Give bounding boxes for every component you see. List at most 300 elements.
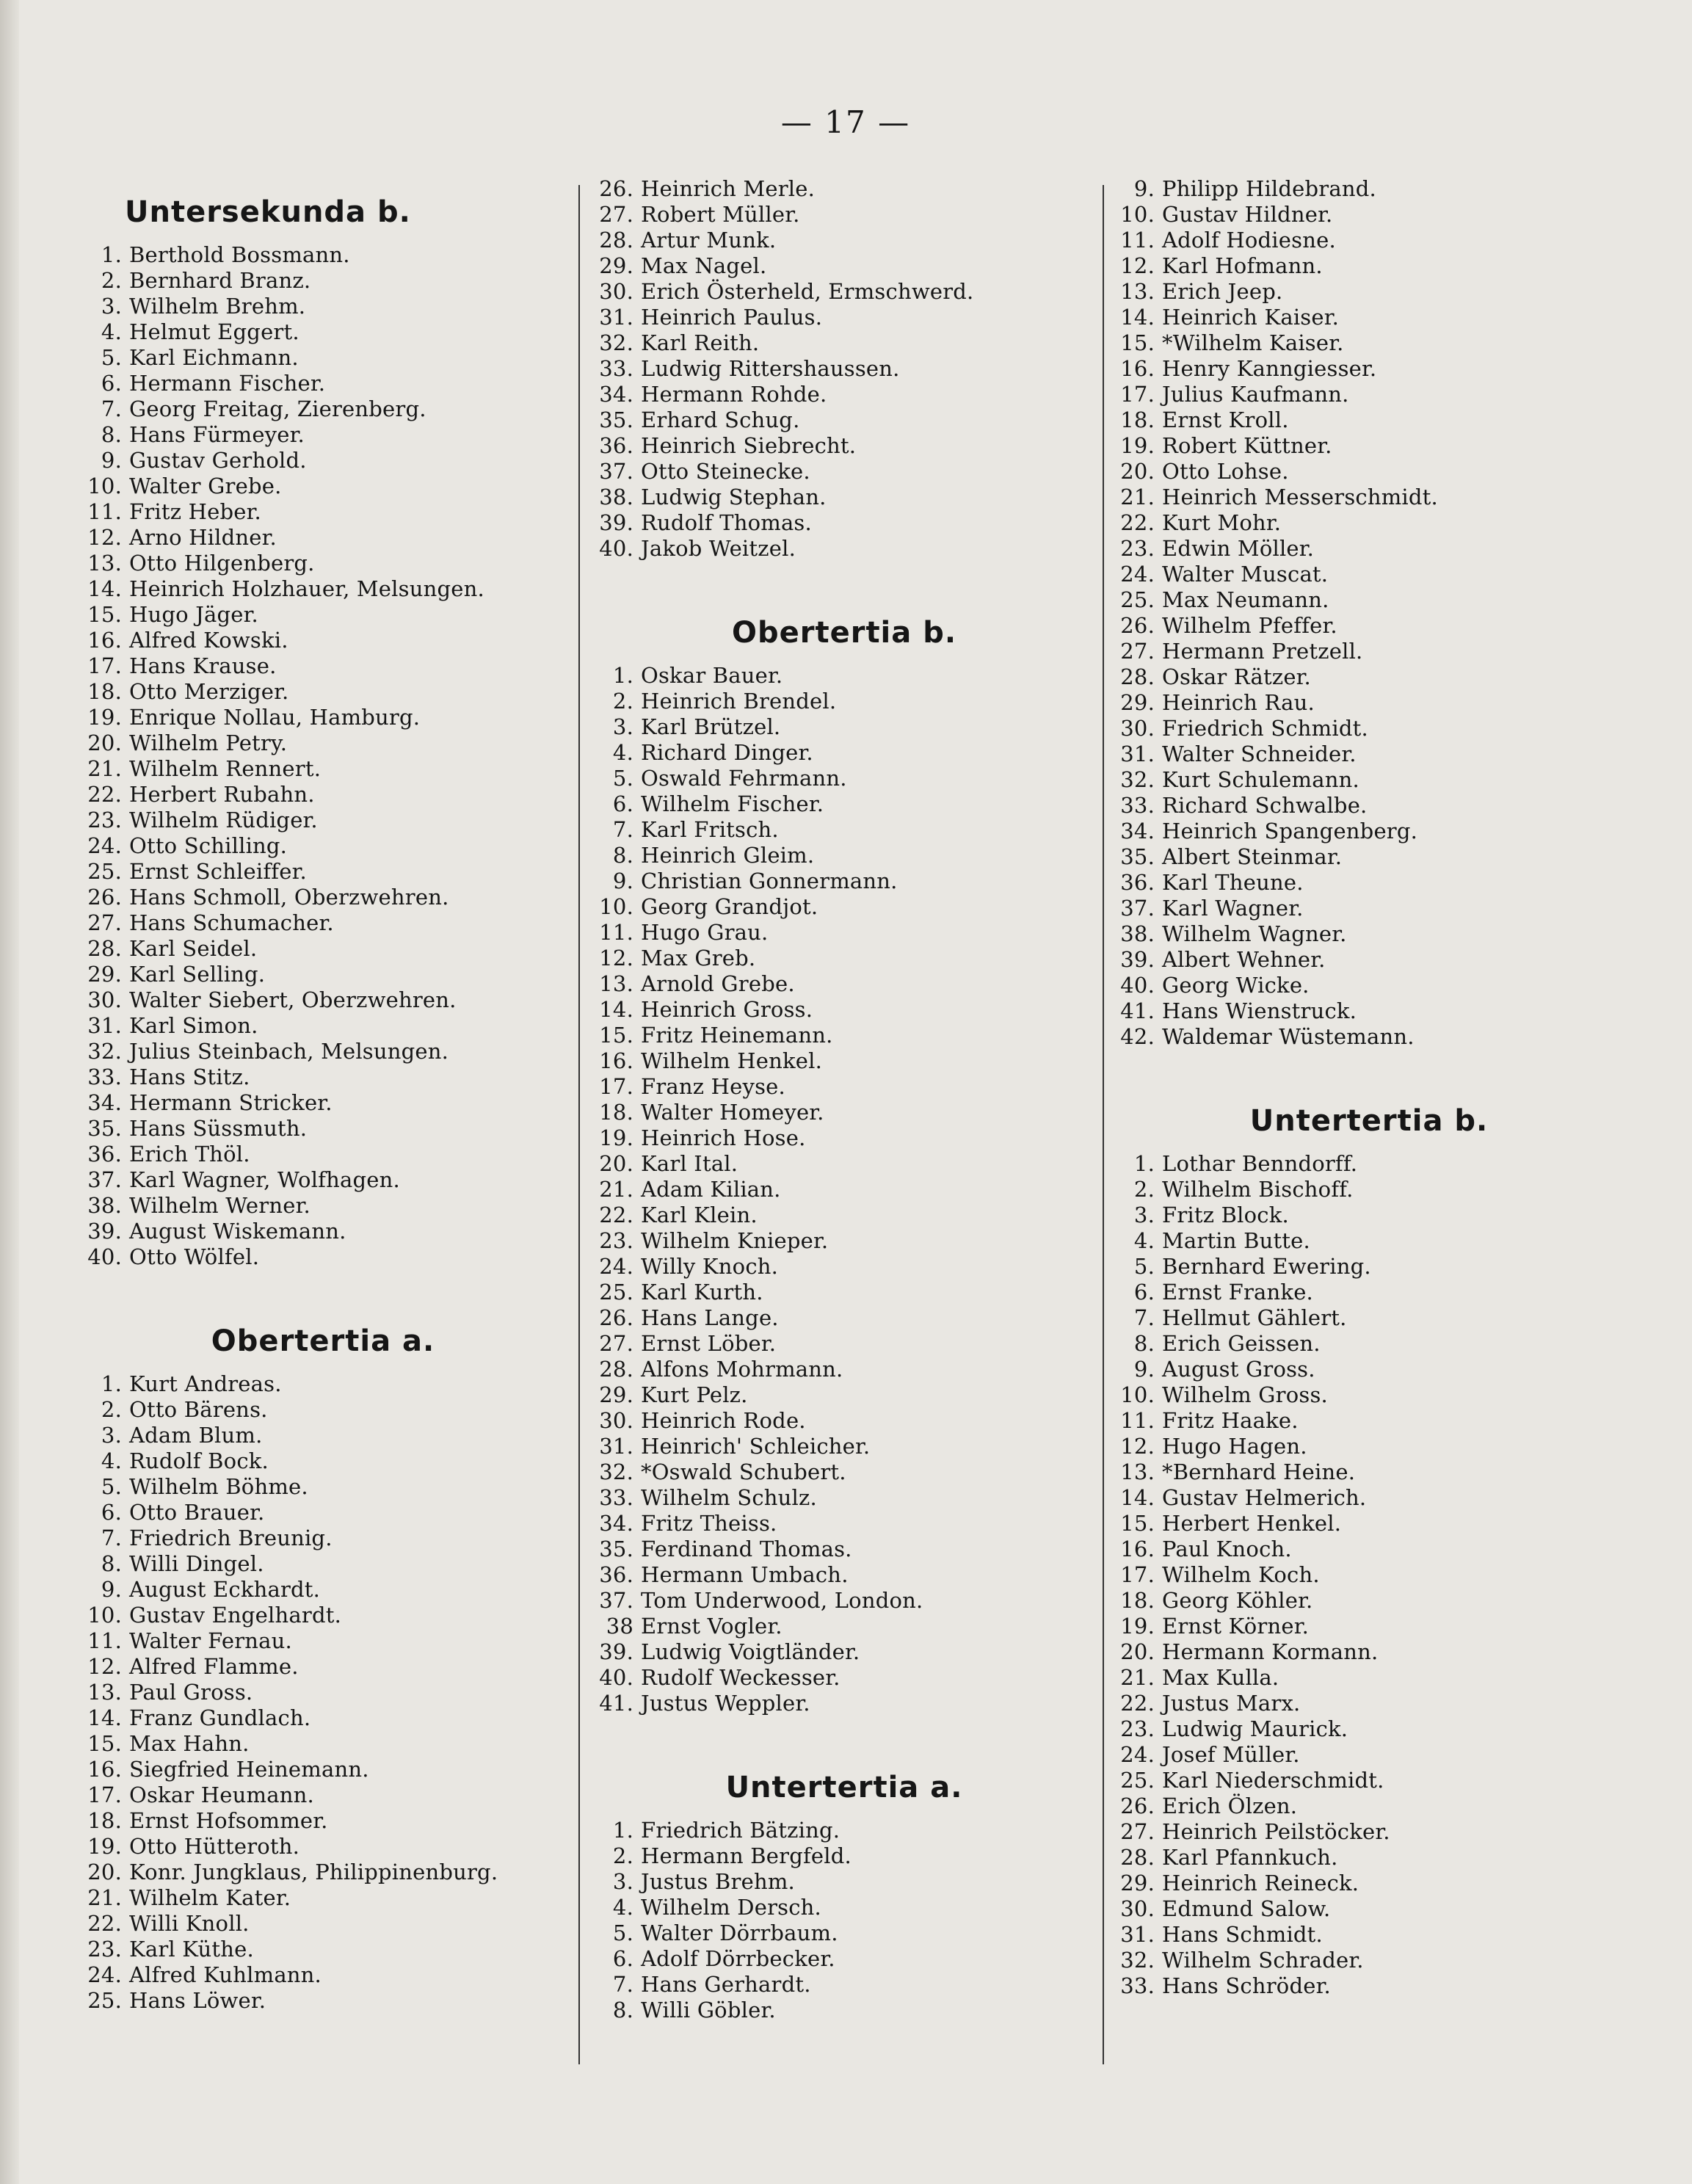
entry-number: 4.: [612, 1895, 633, 1920]
student-name: Heinrich Spangenberg.: [1162, 819, 1418, 844]
list-item: [598, 1972, 1090, 1998]
student-name: *Wilhelm Kaiser.: [1162, 330, 1344, 355]
entry-number: 11.: [87, 499, 122, 524]
list-item: [1119, 459, 1619, 485]
list-item: [598, 1843, 1090, 1869]
student-name: Wilhelm Rennert.: [129, 756, 322, 781]
entry-number: 22.: [599, 1202, 633, 1227]
list-item: [1119, 947, 1619, 973]
entry-number: 12.: [87, 525, 122, 550]
entry-number: 29.: [599, 253, 633, 278]
entry-number: 19.: [87, 705, 122, 730]
entry-number: 38: [606, 1614, 633, 1639]
entry-number: 10.: [1120, 1382, 1155, 1407]
class-list-untersekunda-b-cont: [598, 176, 1090, 562]
list-item: [81, 1474, 565, 1500]
student-name: Wilhelm Koch.: [1162, 1562, 1320, 1587]
entry-number: 17.: [599, 1074, 633, 1099]
list-item: [598, 1895, 1090, 1920]
student-name: Julius Kaufmann.: [1162, 382, 1349, 407]
entry-number: 25.: [87, 859, 122, 884]
entry-number: 34.: [599, 382, 633, 407]
student-name: Wilhelm Gross.: [1162, 1382, 1328, 1407]
student-name: Adolf Hodiesne.: [1162, 228, 1336, 253]
list-item: [81, 1911, 565, 1937]
list-item: [81, 1808, 565, 1834]
student-name: Albert Steinmar.: [1162, 844, 1343, 869]
student-name: Wilhelm Wagner.: [1162, 921, 1347, 946]
class-list-obertertia-b: [598, 663, 1090, 1716]
student-name: Erhard Schug.: [641, 407, 800, 432]
entry-number: 21.: [87, 756, 122, 781]
list-item: [1119, 896, 1619, 921]
page-number: — 17 —: [780, 104, 911, 140]
list-item: [81, 1962, 565, 1988]
entry-number: 25.: [87, 1988, 122, 2013]
entry-number: 40.: [599, 536, 633, 561]
student-name: Justus Brehm.: [641, 1869, 795, 1894]
student-name: Ernst Franke.: [1162, 1280, 1313, 1305]
list-item: [1119, 921, 1619, 947]
entry-number: 41.: [599, 1691, 633, 1716]
list-item: [1119, 1562, 1619, 1588]
entry-number: 3.: [101, 1423, 122, 1448]
list-item: [598, 356, 1090, 382]
entry-number: 27.: [599, 1331, 633, 1356]
column-2: [598, 176, 1090, 2023]
student-name: Hermann Stricker.: [129, 1090, 333, 1115]
student-name: Hans Gerhardt.: [641, 1972, 811, 1997]
list-item: [1119, 382, 1619, 407]
list-item: [598, 1818, 1090, 1843]
list-item: [1119, 330, 1619, 356]
student-name: Kurt Schulemann.: [1162, 767, 1359, 792]
entry-number: 8.: [612, 1998, 633, 2022]
list-item: [81, 1423, 565, 1448]
list-item: [1119, 1024, 1619, 1050]
entry-number: 9.: [1133, 176, 1155, 201]
list-item: [81, 345, 565, 371]
student-name: Walter Fernau.: [129, 1628, 292, 1653]
entry-number: 19.: [1120, 1614, 1155, 1639]
entry-number: 10.: [1120, 202, 1155, 227]
list-item: [81, 499, 565, 525]
entry-number: 30.: [87, 987, 122, 1012]
student-name: Oswald Fehrmann.: [641, 766, 847, 791]
list-item: [598, 971, 1090, 997]
entry-number: 19.: [1120, 433, 1155, 458]
entry-number: 12.: [1120, 253, 1155, 278]
entry-number: 30.: [599, 279, 633, 304]
entry-number: 18.: [87, 1808, 122, 1833]
entry-number: 7.: [101, 1525, 122, 1550]
entry-number: 7.: [612, 817, 633, 842]
entry-number: 32.: [1120, 767, 1155, 792]
student-name: Helmut Eggert.: [129, 319, 299, 344]
list-item: [598, 1485, 1090, 1511]
entry-number: 28.: [1120, 664, 1155, 689]
list-item: [81, 1142, 565, 1167]
list-item: [598, 382, 1090, 407]
student-name: Erich Österheld, Ermschwerd.: [641, 279, 974, 304]
entry-number: 22.: [1120, 1691, 1155, 1716]
entry-number: 33.: [87, 1064, 122, 1089]
student-name: Ernst Vogler.: [641, 1614, 783, 1639]
entry-number: 22.: [1120, 510, 1155, 535]
list-item: [1119, 1871, 1619, 1896]
entry-number: 1.: [101, 242, 122, 267]
entry-number: 30.: [1120, 1896, 1155, 1921]
student-name: Karl Seidel.: [129, 936, 258, 961]
list-item: [1119, 1151, 1619, 1177]
entry-number: 33.: [1120, 793, 1155, 818]
student-name: Karl Wagner, Wolfhagen.: [129, 1167, 400, 1192]
entry-number: 36.: [599, 1562, 633, 1587]
student-name: Bernhard Ewering.: [1162, 1254, 1371, 1279]
student-name: Karl Simon.: [129, 1013, 258, 1038]
student-name: Karl Fritsch.: [641, 817, 779, 842]
student-name: August Eckhardt.: [129, 1577, 321, 1602]
list-item: [1119, 1793, 1619, 1819]
entry-number: 12.: [1120, 1434, 1155, 1459]
list-item: [598, 1280, 1090, 1305]
student-name: Willi Dingel.: [129, 1551, 264, 1576]
student-name: Alfred Flamme.: [129, 1654, 299, 1679]
list-item: [81, 1782, 565, 1808]
student-name: *Bernhard Heine.: [1162, 1459, 1356, 1484]
student-name: Willi Göbler.: [641, 1998, 776, 2022]
entry-number: 24.: [1120, 562, 1155, 587]
student-name: August Wiskemann.: [129, 1219, 346, 1244]
entry-number: 31.: [599, 305, 633, 330]
entry-number: 13.: [1120, 1459, 1155, 1484]
student-name: Otto Steinecke.: [641, 459, 810, 484]
student-name: Franz Gundlach.: [129, 1705, 311, 1730]
entry-number: 26.: [1120, 613, 1155, 638]
entry-number: 39.: [1120, 947, 1155, 972]
entry-number: 32.: [599, 330, 633, 355]
student-name: Rudolf Thomas.: [641, 510, 812, 535]
student-name: Max Nagel.: [641, 253, 767, 278]
student-name: Ludwig Maurick.: [1162, 1716, 1348, 1741]
list-item: [1119, 1639, 1619, 1665]
list-item: [81, 448, 565, 474]
list-item: [81, 474, 565, 499]
student-name: Hans Schumacher.: [129, 910, 334, 935]
list-item: [598, 1998, 1090, 2023]
list-item: [598, 1639, 1090, 1665]
list-item: [598, 1537, 1090, 1562]
student-name: Wilhelm Schulz.: [641, 1485, 817, 1510]
student-name: Karl Reith.: [641, 330, 760, 355]
student-name: Josef Müller.: [1162, 1742, 1300, 1767]
student-name: Hugo Grau.: [641, 920, 769, 945]
student-name: Wilhelm Dersch.: [641, 1895, 821, 1920]
student-name: Gustav Hildner.: [1162, 202, 1333, 227]
student-name: Wilhelm Schrader.: [1162, 1948, 1364, 1973]
list-item: [598, 817, 1090, 843]
student-name: Otto Lohse.: [1162, 459, 1289, 484]
column-divider-2: [1103, 185, 1104, 2064]
entry-number: 14.: [87, 576, 122, 601]
student-name: Ernst Kroll.: [1162, 407, 1289, 432]
class-list-untertertia-a-cont: [1119, 176, 1619, 1050]
list-item: [81, 1090, 565, 1116]
entry-number: 40.: [87, 1244, 122, 1269]
student-name: Wilhelm Henkel.: [641, 1048, 823, 1073]
list-item: [1119, 279, 1619, 305]
student-name: Wilhelm Knieper.: [641, 1228, 829, 1253]
student-name: Karl Brützel.: [641, 714, 781, 739]
entry-number: 16.: [599, 1048, 633, 1073]
list-item: [1119, 536, 1619, 562]
list-item: [1119, 1973, 1619, 1999]
student-name: Richard Schwalbe.: [1162, 793, 1368, 818]
student-name: Oskar Bauer.: [641, 663, 783, 688]
student-name: Philipp Hildebrand.: [1162, 176, 1376, 201]
entry-number: 15.: [87, 602, 122, 627]
list-item: [1119, 356, 1619, 382]
entry-number: 5.: [1133, 1254, 1155, 1279]
entry-number: 24.: [87, 833, 122, 858]
list-item: [81, 1860, 565, 1885]
entry-number: 21.: [87, 1885, 122, 1910]
list-item: [81, 1397, 565, 1423]
student-name: Hans Wienstruck.: [1162, 998, 1357, 1023]
list-item: [1119, 253, 1619, 279]
student-name: August Gross.: [1162, 1357, 1315, 1382]
student-name: Walter Homeyer.: [641, 1100, 824, 1125]
student-name: Karl Hofmann.: [1162, 253, 1323, 278]
entry-number: 5.: [612, 1920, 633, 1945]
entry-number: 6.: [1133, 1280, 1155, 1305]
list-item: [598, 485, 1090, 510]
list-item: [598, 740, 1090, 766]
entry-number: 37.: [87, 1167, 122, 1192]
entry-number: 39.: [599, 510, 633, 535]
section-heading-untertertia-b: Untertertia b.: [1249, 1104, 1489, 1138]
list-item: [1119, 1588, 1619, 1614]
list-item: [598, 1100, 1090, 1125]
entry-number: 17.: [1120, 382, 1155, 407]
list-item: [81, 319, 565, 345]
list-item: [81, 910, 565, 936]
entry-number: 7.: [1133, 1305, 1155, 1330]
list-item: [1119, 1485, 1619, 1511]
entry-number: 18.: [1120, 1588, 1155, 1613]
student-name: Julius Steinbach, Melsungen.: [129, 1039, 449, 1064]
entry-number: 34.: [87, 1090, 122, 1115]
entry-number: 4.: [101, 1448, 122, 1473]
student-name: Heinrich Holzhauer, Melsungen.: [129, 576, 484, 601]
entry-number: 36.: [599, 433, 633, 458]
list-item: [598, 1228, 1090, 1254]
entry-number: 35.: [599, 407, 633, 432]
list-item: [598, 1151, 1090, 1177]
student-name: Heinrich Brendel.: [641, 689, 837, 714]
list-item: [598, 1074, 1090, 1100]
entry-number: 14.: [1120, 1485, 1155, 1510]
list-item: [81, 987, 565, 1013]
entry-number: 26.: [1120, 1793, 1155, 1818]
entry-number: 38.: [87, 1193, 122, 1218]
student-name: Heinrich Rau.: [1162, 690, 1315, 715]
entry-number: 1.: [1133, 1151, 1155, 1176]
list-item: [1119, 1742, 1619, 1768]
list-item: [81, 1937, 565, 1962]
list-item: [81, 808, 565, 833]
entry-number: 19.: [87, 1834, 122, 1859]
list-item: [1119, 1665, 1619, 1691]
entry-number: 9.: [1133, 1357, 1155, 1382]
entry-number: 37.: [599, 459, 633, 484]
list-item: [81, 1525, 565, 1551]
entry-number: 38.: [1120, 921, 1155, 946]
entry-number: 25.: [1120, 587, 1155, 612]
student-name: Ernst Schleiffer.: [129, 859, 307, 884]
entry-number: 23.: [87, 808, 122, 832]
student-name: Adolf Dörrbecker.: [641, 1946, 835, 1971]
list-item: [81, 1013, 565, 1039]
student-name: Georg Grandjot.: [641, 894, 818, 919]
student-name: Paul Gross.: [129, 1680, 253, 1705]
list-item: [1119, 998, 1619, 1024]
entry-number: 22.: [87, 782, 122, 807]
entry-number: 27.: [1120, 639, 1155, 664]
list-item: [598, 766, 1090, 791]
list-item: [598, 946, 1090, 971]
entry-number: 28.: [1120, 1845, 1155, 1870]
entry-number: 24.: [1120, 1742, 1155, 1767]
list-item: [1119, 1511, 1619, 1537]
list-item: [1119, 664, 1619, 690]
list-item: [1119, 1819, 1619, 1845]
entry-number: 14.: [1120, 305, 1155, 330]
list-item: [598, 714, 1090, 740]
student-name: Georg Wicke.: [1162, 973, 1310, 998]
list-item: [598, 407, 1090, 433]
student-name: Walter Dörrbaum.: [641, 1920, 838, 1945]
list-item: [598, 689, 1090, 714]
student-name: Otto Schilling.: [129, 833, 288, 858]
student-name: Hans Krause.: [129, 653, 277, 678]
entry-number: 6.: [612, 1946, 633, 1971]
entry-number: 31.: [1120, 1922, 1155, 1947]
list-item: [81, 371, 565, 396]
student-name: Otto Brauer.: [129, 1500, 265, 1525]
student-name: Adam Blum.: [129, 1423, 263, 1448]
entry-number: 19.: [599, 1125, 633, 1150]
entry-number: 27.: [599, 202, 633, 227]
list-item: [1119, 202, 1619, 228]
entry-number: 25.: [1120, 1768, 1155, 1793]
entry-number: 12.: [599, 946, 633, 971]
list-item: [81, 551, 565, 576]
student-name: Wilhelm Böhme.: [129, 1474, 308, 1499]
list-item: [598, 663, 1090, 689]
list-item: [81, 1371, 565, 1397]
entry-number: 27.: [87, 910, 122, 935]
entry-number: 15.: [599, 1023, 633, 1048]
list-item: [1119, 767, 1619, 793]
student-name: Hans Lange.: [641, 1305, 779, 1330]
list-item: [1119, 844, 1619, 870]
student-name: Wilhelm Petry.: [129, 730, 288, 755]
student-name: Max Kulla.: [1162, 1665, 1279, 1690]
list-item: [1119, 1280, 1619, 1305]
list-item: [598, 1382, 1090, 1408]
entry-number: 26.: [87, 885, 122, 910]
list-item: [598, 920, 1090, 946]
student-name: Otto Wölfel.: [129, 1244, 260, 1269]
list-item: [81, 576, 565, 602]
entry-number: 20.: [599, 1151, 633, 1176]
entry-number: 17.: [1120, 1562, 1155, 1587]
student-name: Wilhelm Pfeffer.: [1162, 613, 1337, 638]
entry-number: 20.: [87, 1860, 122, 1884]
list-item: [81, 1680, 565, 1705]
student-name: Karl Kurth.: [641, 1280, 763, 1305]
entry-number: 11.: [599, 920, 633, 945]
entry-number: 42.: [1120, 1024, 1155, 1049]
entry-number: 29.: [599, 1382, 633, 1407]
student-name: Hermann Fischer.: [129, 371, 326, 396]
list-item: [81, 1244, 565, 1270]
list-item: [81, 294, 565, 319]
entry-number: 5.: [101, 345, 122, 370]
list-item: [1119, 407, 1619, 433]
student-name: Otto Hütteroth.: [129, 1834, 300, 1859]
entry-number: 3.: [1133, 1202, 1155, 1227]
entry-number: 37.: [1120, 896, 1155, 921]
list-item: [1119, 870, 1619, 896]
student-name: Otto Hilgenberg.: [129, 551, 315, 576]
entry-number: 38.: [599, 485, 633, 509]
entry-number: 32.: [599, 1459, 633, 1484]
list-item: [1119, 690, 1619, 716]
entry-number: 30.: [1120, 716, 1155, 741]
list-item: [598, 1562, 1090, 1588]
list-item: [81, 1731, 565, 1757]
student-name: Adam Kilian.: [641, 1177, 781, 1202]
entry-number: 36.: [1120, 870, 1155, 895]
student-name: Hermann Umbach.: [641, 1562, 849, 1587]
entry-number: 5.: [101, 1474, 122, 1499]
list-item: [81, 1988, 565, 2014]
entry-number: 21.: [1120, 1665, 1155, 1690]
student-name: Max Neumann.: [1162, 587, 1329, 612]
student-name: Artur Munk.: [641, 228, 777, 253]
entry-number: 1.: [612, 663, 633, 688]
list-item: [1119, 1202, 1619, 1228]
student-name: Heinrich Reineck.: [1162, 1871, 1359, 1895]
list-item: [81, 679, 565, 705]
student-name: Hans Schmidt.: [1162, 1922, 1323, 1947]
entry-number: 25.: [599, 1280, 633, 1305]
student-name: Oskar Heumann.: [129, 1782, 314, 1807]
student-name: Heinrich Paulus.: [641, 305, 823, 330]
student-name: *Oswald Schubert.: [641, 1459, 846, 1484]
entry-number: 34.: [599, 1511, 633, 1536]
entry-number: 41.: [1120, 998, 1155, 1023]
student-name: Heinrich Rode.: [641, 1408, 806, 1433]
list-item: [1119, 1896, 1619, 1922]
list-item: [1119, 973, 1619, 998]
list-item: [81, 1064, 565, 1090]
student-name: Max Hahn.: [129, 1731, 250, 1756]
entry-number: 1.: [101, 1371, 122, 1396]
list-item: [81, 962, 565, 987]
